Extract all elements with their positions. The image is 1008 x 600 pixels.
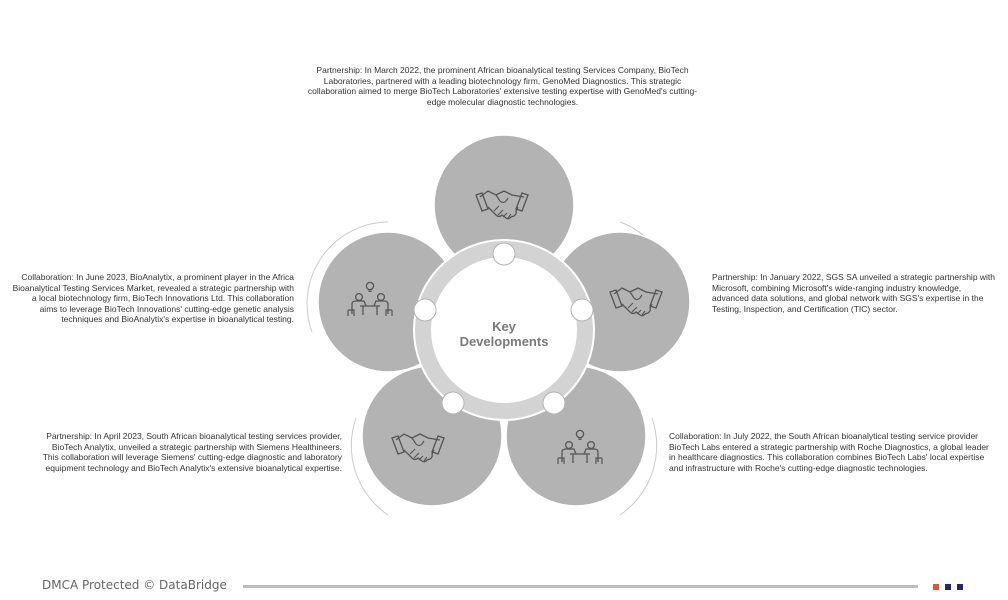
footer-square-1 (933, 584, 939, 590)
development-note-right: Partnership: In January 2022, SGS SA unveiled a strategic partnership with Microsoft, combining Microsoft's wide-ranging industry knowledge, advanced data solutions, and global network with SGS's expertise in the Testing, Inspection, and Certification (TIC) sector. (712, 272, 996, 314)
connector-dot-bottom-left (442, 392, 464, 414)
connector-dot-right (571, 299, 593, 321)
center-label-line1: Key (492, 319, 516, 334)
footer-square-3 (957, 584, 963, 590)
development-note-top: Partnership: In March 2022, the prominent African bioanalytical testing Services Company, BioTech Laboratories, partnered with a leading biotechnology firm, GenoMed Diagnostics. This strategic collaboration aimed to merge BioTech Laboratories' extensive testing expertise with GenoMed's cutting-edge molecular diagnostic technologies. (307, 65, 698, 107)
development-note-left: Collaboration: In June 2023, BioAnalytix, a prominent player in the Africa Bioanalytical Testing Services Market, revealed a strategic partnership with a local biotechnology firm, BioTech Innovations Ltd. This collaboration aims to leverage BioTech Innovations' cutting-edge genetic analysis techniques and BioAnalytix's expertise in bioanalytical testing. (12, 272, 294, 325)
connector-dot-top (493, 243, 515, 265)
footer-divider (243, 585, 918, 588)
connector-dot-left (414, 299, 436, 321)
development-note-bottom-left: Partnership: In April 2023, South African bioanalytical testing services provider, BioTech Analytix, unveiled a strategic partnership with Siemens Healthineers. This collaboration will leverage Siemens' cutting-edge diagnostic and laboratory equipment technology and BioTech Analytix's extensive bioanalytical expertise. (42, 431, 342, 473)
footer-copyright: DMCA Protected © DataBridge (42, 578, 227, 592)
center-label-line2: Developments (459, 334, 549, 349)
development-note-bottom-right: Collaboration: In July 2022, the South African bioanalytical testing service provider BioTech Labs entered a strategic partnership with Roche Diagnostics, a global leader in healthcare diagnostics. This collaboration combines BioTech Labs' local expertise and infrastructure with Roche's cutting-edge diagnostic technologies. (669, 431, 989, 473)
footer-square-2 (945, 584, 951, 590)
connector-dot-bottom-right (543, 392, 565, 414)
